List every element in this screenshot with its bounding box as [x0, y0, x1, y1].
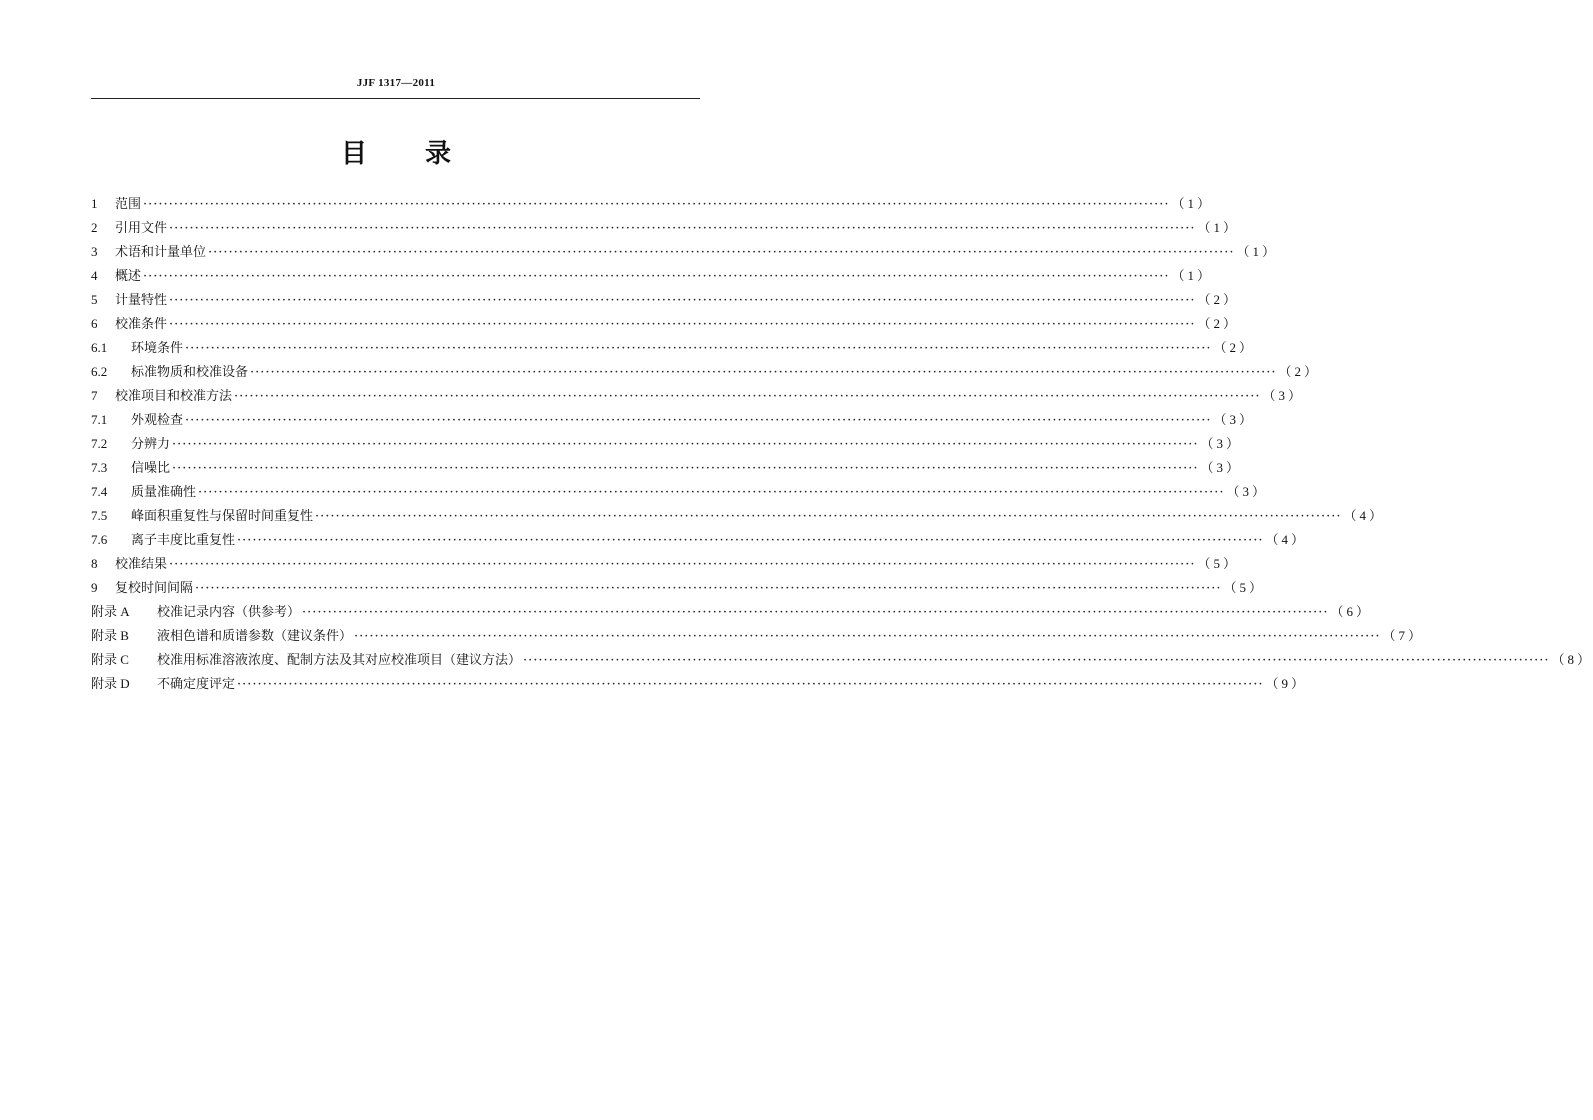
toc-entry-number: 9 [91, 580, 98, 595]
toc-entry-number: 5 [91, 292, 98, 307]
toc-entry[interactable] [91, 648, 1593, 672]
toc-entry[interactable] [91, 264, 1214, 288]
toc-entry-label: 校准记录内容（供参考） [157, 605, 301, 620]
toc-dot-leader: ········································································································································································································ [237, 677, 1264, 692]
page-title [0, 133, 792, 170]
toc-entry-label: 校准项目和校准方法 [115, 389, 233, 404]
toc-dot-leader: ········································································································································································································ [185, 341, 1212, 356]
toc-page-number: 1 [1187, 196, 1197, 211]
toc-entry-page: （1） [1171, 268, 1214, 283]
toc-entry-page: （1） [1197, 220, 1240, 235]
toc-entry-label: 分辨力 [131, 437, 171, 452]
toc-entry-page: （4） [1343, 508, 1386, 523]
toc-entry-page: （3） [1200, 460, 1243, 475]
toc-entry-page: （1） [1171, 196, 1214, 211]
toc-entry-number: 7.2 [91, 436, 108, 451]
toc-entry-number: 7.3 [91, 460, 108, 475]
toc-entry-page: （3） [1200, 436, 1243, 451]
toc-entry-page: （3） [1262, 388, 1305, 403]
toc-entry-page: （2） [1197, 292, 1240, 307]
toc-entry-page: （5） [1197, 556, 1240, 571]
toc-entry-page: （1） [1236, 244, 1279, 259]
toc-page-number: 3 [1229, 412, 1239, 427]
toc-page-number: 3 [1278, 388, 1288, 403]
toc-entry-number: 7.6 [91, 532, 108, 547]
toc-entry-page: （5） [1223, 580, 1266, 595]
toc-page-number: 2 [1213, 316, 1223, 331]
toc-entry-page: （2） [1197, 316, 1240, 331]
toc-page-number: 7 [1398, 628, 1408, 643]
toc-entry-label: 校准用标准溶液浓度、配制方法及其对应校准项目（建议方法） [157, 653, 522, 668]
toc-page-number: 2 [1294, 364, 1304, 379]
toc-page-number: 5 [1213, 556, 1223, 571]
toc-entry-number: 6.1 [91, 340, 108, 355]
toc-entry[interactable] [91, 288, 1240, 312]
toc-entry-number: 附录 A [91, 604, 130, 619]
toc-entry-label: 范围 [115, 197, 142, 212]
toc-entry-label: 外观检查 [131, 413, 184, 428]
toc-entry-number: 附录 C [91, 652, 129, 667]
toc-entry-page: （2） [1213, 340, 1256, 355]
toc-entry-label: 校准结果 [115, 557, 168, 572]
toc-entry-label: 复校时间间隔 [115, 581, 194, 596]
toc-entry[interactable] [91, 528, 1308, 552]
toc-dot-leader: ········································································································································································································ [354, 629, 1381, 644]
toc-entry[interactable] [91, 432, 1243, 456]
toc-page-number: 3 [1216, 460, 1226, 475]
toc-entry-number: 7.1 [91, 412, 108, 427]
toc-entry-label: 引用文件 [115, 221, 168, 236]
toc-page-number: 2 [1229, 340, 1239, 355]
toc-entry-number: 7 [91, 388, 98, 403]
toc-page-number: 8 [1567, 652, 1577, 667]
toc-entry-number: 6 [91, 316, 98, 331]
toc-page-number: 1 [1187, 268, 1197, 283]
toc-entry[interactable] [91, 576, 1266, 600]
toc-page-number: 2 [1213, 292, 1223, 307]
toc-entry-page: （3） [1213, 412, 1256, 427]
toc-entry[interactable] [91, 624, 1425, 648]
toc-entry-number: 8 [91, 556, 98, 571]
toc-dot-leader: ········································································································································································································ [208, 245, 1235, 260]
toc-dot-leader: ········································································································································································································ [143, 197, 1170, 212]
toc-entry-label: 液相色谱和质谱参数（建议条件） [157, 629, 353, 644]
toc-entry-number: 7.5 [91, 508, 108, 523]
toc-entry-label: 术语和计量单位 [115, 245, 207, 260]
toc-dot-leader: ········································································································································································································ [169, 293, 1196, 308]
toc-entry-label: 峰面积重复性与保留时间重复性 [131, 509, 314, 524]
toc-dot-leader: ········································································································································································································ [198, 485, 1225, 500]
toc-entry[interactable] [91, 456, 1243, 480]
toc-entry-page: （6） [1330, 604, 1373, 619]
toc-dot-leader: ········································································································································································································ [523, 653, 1550, 668]
document-code-header: JJF 1317—2011 [356, 77, 436, 89]
toc-dot-leader: ········································································································································································································ [169, 557, 1196, 572]
toc-entry[interactable] [91, 480, 1269, 504]
toc-entry-label: 概述 [115, 269, 142, 284]
toc-entry-number: 2 [91, 220, 98, 235]
toc-entry-page: （3） [1226, 484, 1269, 499]
toc-entry[interactable] [91, 336, 1256, 360]
toc-page-number: 1 [1213, 220, 1223, 235]
toc-entry[interactable] [91, 312, 1240, 336]
toc-entry-label: 离子丰度比重复性 [131, 533, 236, 548]
toc-entry-label: 标准物质和校准设备 [131, 365, 249, 380]
toc-entry[interactable] [91, 192, 1214, 216]
toc-entry[interactable] [91, 240, 1279, 264]
toc-entry-page: （9） [1265, 676, 1308, 691]
toc-entry-page: （8） [1551, 652, 1593, 667]
table-of-contents [91, 192, 1593, 696]
toc-entry[interactable] [91, 384, 1305, 408]
toc-entry-number: 1 [91, 196, 98, 211]
toc-entry-label: 校准条件 [115, 317, 168, 332]
header-divider [91, 98, 700, 99]
toc-page-number: 9 [1281, 676, 1291, 691]
toc-entry-number: 6.2 [91, 364, 108, 379]
toc-entry-page: （7） [1382, 628, 1425, 643]
toc-entry[interactable] [91, 552, 1240, 576]
toc-entry[interactable] [91, 216, 1240, 240]
toc-entry-page: （2） [1278, 364, 1321, 379]
toc-entry-number: 附录 D [91, 676, 130, 691]
toc-dot-leader: ········································································································································································································ [169, 317, 1196, 332]
toc-dot-leader: ········································································································································································································ [143, 269, 1170, 284]
toc-entry-number: 附录 B [91, 628, 129, 643]
toc-page-number: 4 [1281, 532, 1291, 547]
toc-entry-label: 信噪比 [131, 461, 171, 476]
title-char-2: 录 [425, 139, 452, 169]
toc-dot-leader: ········································································································································································································ [169, 221, 1196, 236]
toc-dot-leader: ········································································································································································································ [237, 533, 1264, 548]
toc-entry[interactable] [91, 672, 1308, 696]
toc-entry-number: 3 [91, 244, 98, 259]
toc-page-number: 6 [1346, 604, 1356, 619]
toc-page-number: 3 [1242, 484, 1252, 499]
toc-page-number: 5 [1239, 580, 1249, 595]
toc-dot-leader: ········································································································································································································ [172, 461, 1199, 476]
toc-dot-leader: ········································································································································································································ [302, 605, 1329, 620]
toc-page-number: 4 [1359, 508, 1369, 523]
toc-entry[interactable] [91, 504, 1386, 528]
toc-dot-leader: ········································································································································································································ [195, 581, 1222, 596]
toc-entry-label: 质量准确性 [131, 485, 197, 500]
toc-entry-page: （4） [1265, 532, 1308, 547]
toc-page-number: 3 [1216, 436, 1226, 451]
toc-entry-number: 4 [91, 268, 98, 283]
toc-entry[interactable] [91, 360, 1321, 384]
toc-dot-leader: ········································································································································································································ [172, 437, 1199, 452]
toc-entry-number: 7.4 [91, 484, 108, 499]
toc-dot-leader: ········································································································································································································ [185, 413, 1212, 428]
toc-entry-label: 环境条件 [131, 341, 184, 356]
toc-entry-label: 计量特性 [115, 293, 168, 308]
toc-dot-leader: ········································································································································································································ [234, 389, 1261, 404]
toc-dot-leader: ········································································································································································································ [315, 509, 1342, 524]
title-char-1: 目 [340, 139, 367, 169]
toc-entry-label: 不确定度评定 [157, 677, 236, 692]
toc-entry[interactable] [91, 408, 1256, 432]
toc-dot-leader: ········································································································································································································ [250, 365, 1277, 380]
toc-entry[interactable] [91, 600, 1373, 624]
toc-page-number: 1 [1252, 244, 1262, 259]
